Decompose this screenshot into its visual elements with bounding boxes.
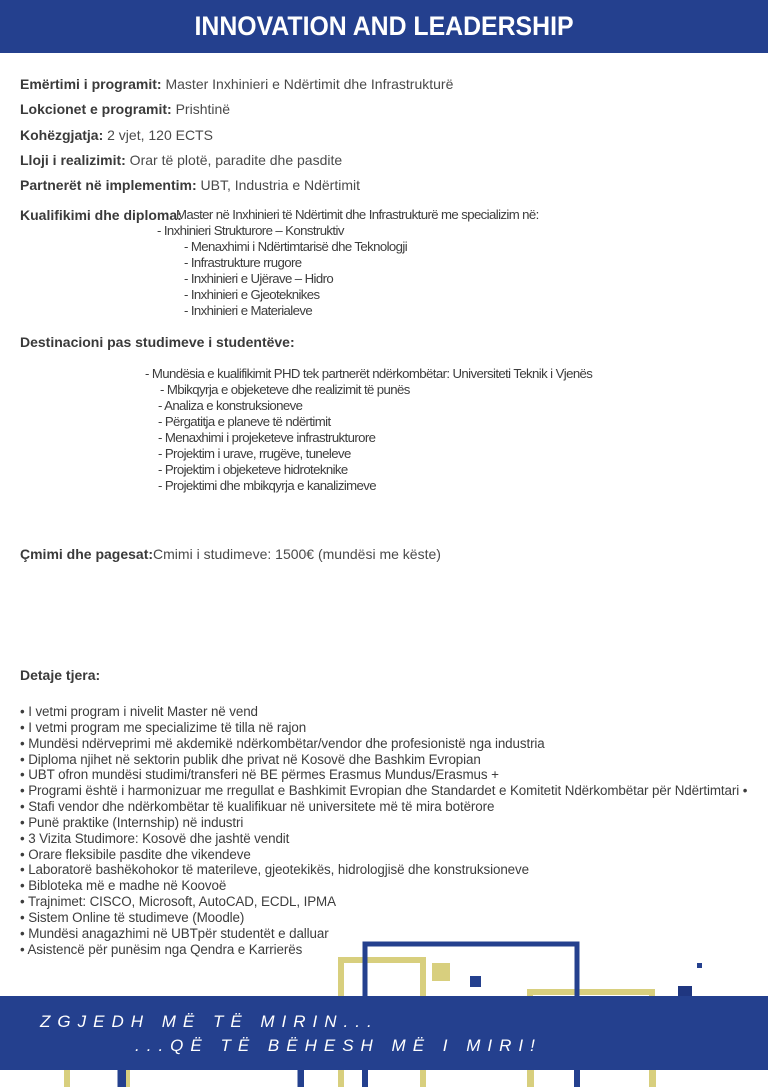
program-duration-field — [20, 127, 213, 144]
details-item: • Orare fleksibile pasdite dhe vikendeve — [20, 846, 251, 862]
destination-item: - Mundësia e kualifikimit PHD tek partnerët ndërkombëtar: Universiteti Teknik i Vjenës — [145, 366, 593, 381]
qualification-item: - Inxhinieri e Ujërave – Hidro — [184, 271, 334, 286]
details-item: • Programi është i harmonizuar me rregullat e Bashkimit Evropian dhe Standardet e Komitetit Ndërkombëtar për Ndërtimtari • — [20, 783, 748, 799]
qualification-field — [20, 207, 182, 224]
destination-item: - Projektimi dhe mbikqyrja e kanalizimeve — [158, 478, 376, 493]
destination-item: - Mbikqyrja e objeketeve dhe realizimit të punës — [160, 382, 410, 397]
details-title: Detaje tjera: — [20, 667, 101, 683]
details-item: • Bibloteka më e madhe në Koovoë — [20, 878, 227, 894]
qualification-item: - Inxhinieri e Gjeoteknikes — [184, 287, 320, 302]
details-item: • Asistencë për punësim nga Qendra e Karrierës — [20, 941, 303, 957]
details-item: • I vetmi program i nivelit Master në vend — [20, 704, 258, 719]
details-item: • Punë praktike (Internship) në industri — [20, 814, 244, 830]
deco-square — [697, 963, 702, 968]
program-location-field — [20, 101, 230, 118]
decorative-squares-bottom — [0, 1070, 768, 1087]
qualification-value: Master në Inxhinieri të Ndërtimit dhe Infrastrukturë me specializim në: — [176, 207, 539, 222]
field-label: Emërtimi i programit: — [20, 76, 162, 92]
field-value: Orar të plotë, paradite dhe pasdite — [125, 152, 343, 168]
deco-square — [338, 1070, 344, 1087]
deco-square — [528, 1070, 534, 1087]
destination-item: - Menaxhimi i projeketeve infrastrukturore — [158, 430, 376, 445]
details-item: • I vetmi program me specializime të tilla në rajon — [20, 719, 307, 735]
destination-title: Destinacioni pas studimeve i studentëve: — [20, 334, 295, 350]
field-value: Prishtinë — [171, 101, 231, 117]
field-label: Lloji i realizimit: — [20, 152, 126, 168]
qualification-item: - Inxhinieri e Materialeve — [184, 303, 313, 318]
details-list — [20, 704, 747, 958]
field-label: Kohëzgjatja: — [20, 127, 104, 143]
details-item: • Laboratorë bashëkohokor të materileve, gjeotekikës, hidrologjisë dhe konstruksioneve — [20, 862, 529, 878]
details-item: • Trajnimet: CISCO, Microsoft, AutoCAD, ECDL, IPMA — [20, 894, 336, 910]
page-title: INNOVATION AND LEADERSHIP — [194, 11, 574, 41]
details-item: • UBT ofron mundësi studimi/transferi në BE përmes Erasmus Mundus/Erasmus + — [20, 767, 499, 783]
program-name-field — [20, 76, 453, 93]
slogan-line-2: ...QË TË BËHESH MË I MIRI! — [135, 1036, 542, 1055]
pricing-field — [20, 546, 441, 563]
program-partners-field — [20, 177, 360, 194]
destination-item: - Analiza e konstruksioneve — [158, 398, 303, 413]
field-value: UBT, Industria e Ndërtimit — [196, 177, 360, 193]
details-item: • Diploma njihet në sektorin publik dhe privat në Kosovë dhe Bashkim Evropian — [20, 751, 481, 767]
deco-square — [432, 963, 450, 981]
details-item: • 3 Vizita Studimore: Kosovë dhe jashtë vendit — [20, 830, 290, 846]
destination-item: - Projektim i objeketeve hidroteknike — [158, 462, 348, 477]
field-label: Kualifikimi dhe diploma: — [20, 207, 182, 223]
field-value: 2 vjet, 120 ECTS — [103, 127, 213, 143]
details-item: • Sistem Online të studimeve (Moodle) — [20, 909, 245, 925]
destination-item: - Projektim i urave, rrugëve, tuneleve — [158, 446, 351, 461]
slogan-line-1: ZGJEDH MË TË MIRIN... — [40, 1012, 379, 1031]
header-bar — [0, 0, 768, 53]
deco-square — [120, 1070, 126, 1087]
deco-square — [64, 1070, 70, 1087]
deco-square — [574, 1070, 580, 1087]
details-item: • Mundësi ndërveprimi më akdemikë ndërkombëtar/vendor dhe profesionistë nga industria — [20, 735, 545, 751]
field-label: Lokcionet e programit: — [20, 101, 172, 117]
details-item: • Stafi vendor dhe ndërkombëtar të kualifikuar në universitete më të mira botërore — [20, 799, 495, 815]
deco-square — [470, 976, 481, 987]
field-value: Cmimi i studimeve: 1500€ (mundësi me këste) — [153, 546, 441, 562]
field-value: Master Inxhinieri e Ndërtimit dhe Infrastrukturë — [161, 76, 454, 92]
deco-square — [298, 1070, 304, 1087]
destination-item: - Përgatitja e planeve të ndërtimit — [158, 414, 331, 429]
deco-square — [362, 1070, 368, 1087]
field-label: Partnerët në implementim: — [20, 177, 197, 193]
details-item: • Mundësi anagazhimi në UBTpër studentët e dalluar — [20, 925, 329, 941]
qualification-item: - Menaxhimi i Ndërtimtarisë dhe Teknologji — [184, 239, 408, 254]
deco-square — [650, 1070, 656, 1087]
field-label: Çmimi dhe pagesat: — [20, 546, 154, 562]
program-schedule-field — [20, 152, 342, 169]
qualification-item: - Inxhinieri Strukturore – Konstruktiv — [157, 223, 344, 238]
footer-bar — [0, 996, 768, 1070]
qualification-item: - Infrastrukture rrugore — [184, 255, 302, 270]
